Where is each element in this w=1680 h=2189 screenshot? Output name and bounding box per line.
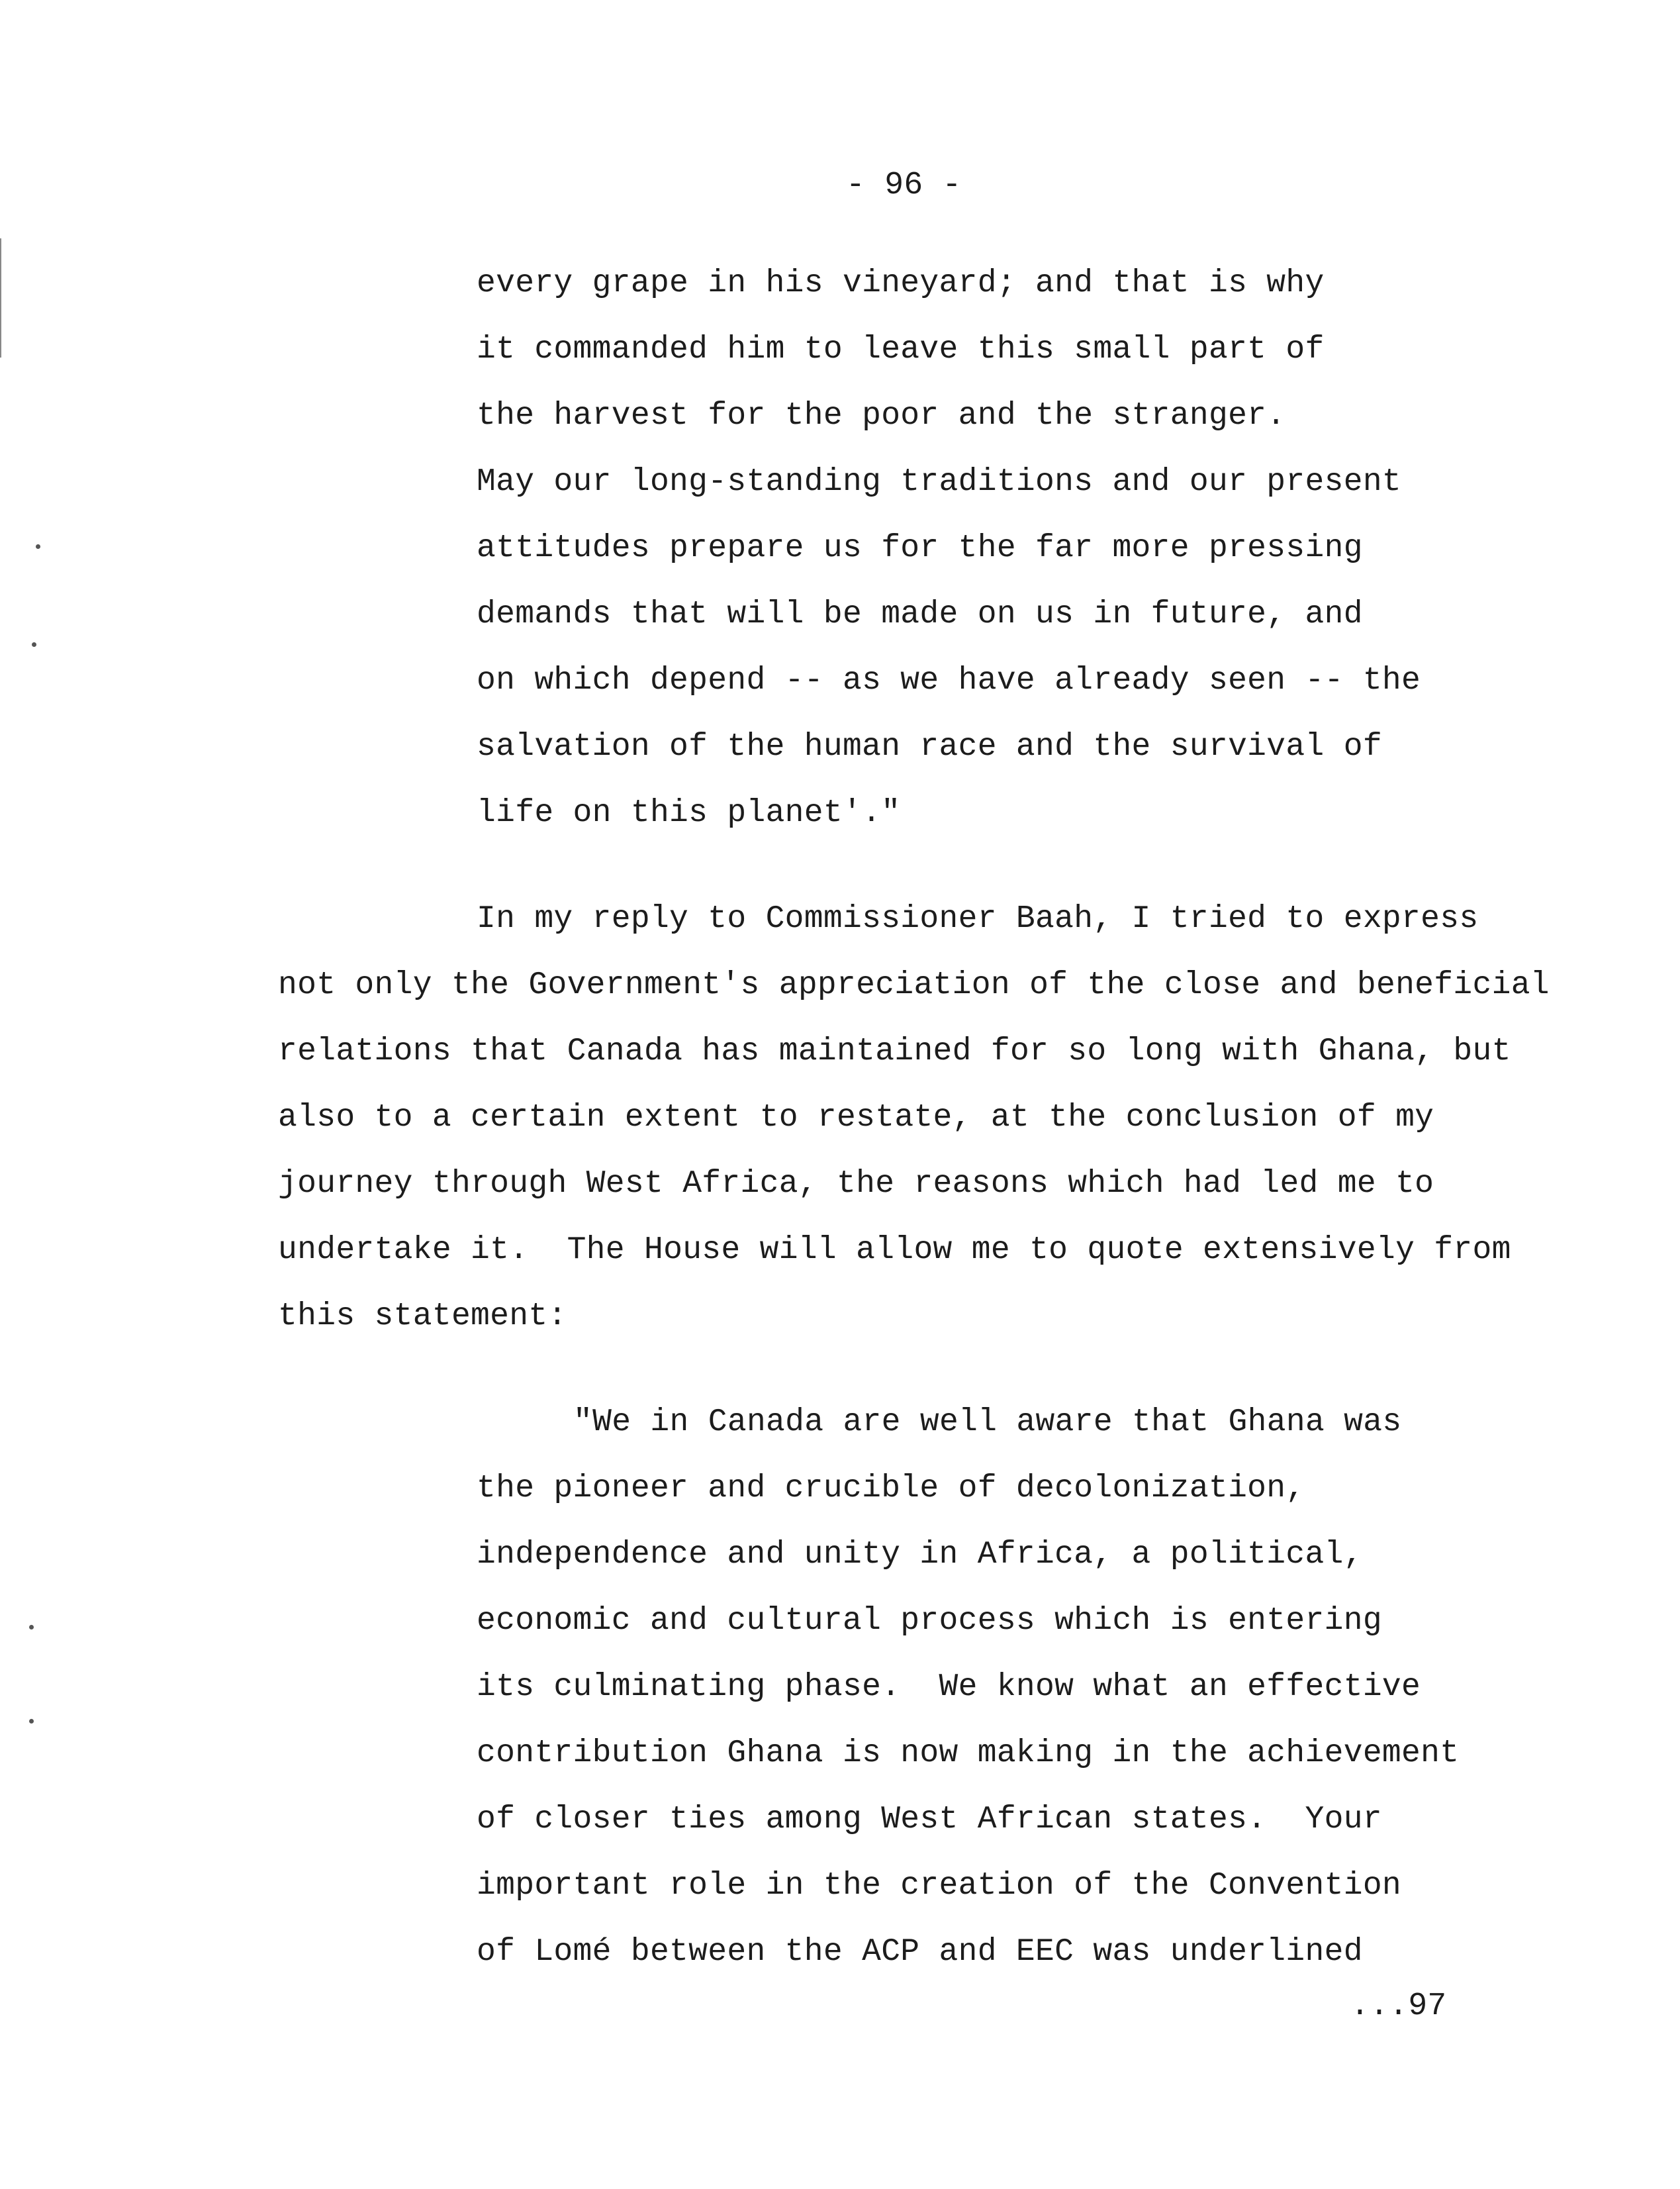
quote-line: salvation of the human race and the survival of [477,729,1382,765]
quote-line: independence and unity in Africa, a political, [477,1537,1363,1573]
quote-line: its culminating phase. We know what an effective [477,1669,1421,1705]
scan-speck [36,544,40,549]
quote-line: the harvest for the poor and the stranger. [477,398,1286,434]
quote-line: on which depend -- as we have already seen -- the [477,663,1421,699]
quote-line: the pioneer and crucible of decolonization, [477,1471,1305,1506]
paragraph-line: also to a certain extent to restate, at the conclusion of my [278,1100,1434,1136]
scan-speck [32,642,36,647]
paragraph-line: this statement: [278,1298,567,1334]
paragraph-line: undertake it. The House will allow me to quote extensively from [278,1232,1511,1268]
quote-line: every grape in his vineyard; and that is why [477,266,1325,301]
page-number: - 96 - [846,168,962,203]
quote-line: contribution Ghana is now making in the achievement [477,1735,1460,1771]
scan-speck [29,1719,34,1724]
quote-line: important role in the creation of the Convention [477,1868,1402,1904]
quote-line: May our long-standing traditions and our present [477,464,1402,500]
continuation-marker: ...97 [1350,1988,1447,2024]
paragraph-line: In my reply to Commissioner Baah, I tried to express [477,901,1479,937]
quote-line: of closer ties among West African states. Your [477,1802,1382,1837]
quote-line: economic and cultural process which is entering [477,1603,1382,1639]
quote-line: it commanded him to leave this small part of [477,332,1325,367]
scan-speck [29,1625,34,1630]
quote-line: of Lomé between the ACP and EEC was underlined [477,1934,1363,1970]
paragraph-line: journey through West Africa, the reasons which had led me to [278,1166,1434,1202]
quote-line: "We in Canada are well aware that Ghana was [573,1404,1402,1440]
quote-line: life on this planet'." [477,795,901,831]
paragraph-line: not only the Government's appreciation of the close and beneficial [278,967,1550,1003]
quote-line: demands that will be made on us in future, and [477,597,1363,632]
scan-edge-mark [0,238,1,358]
paragraph-line: relations that Canada has maintained for so long with Ghana, but [278,1034,1511,1069]
quote-line: attitudes prepare us for the far more pressing [477,530,1363,566]
